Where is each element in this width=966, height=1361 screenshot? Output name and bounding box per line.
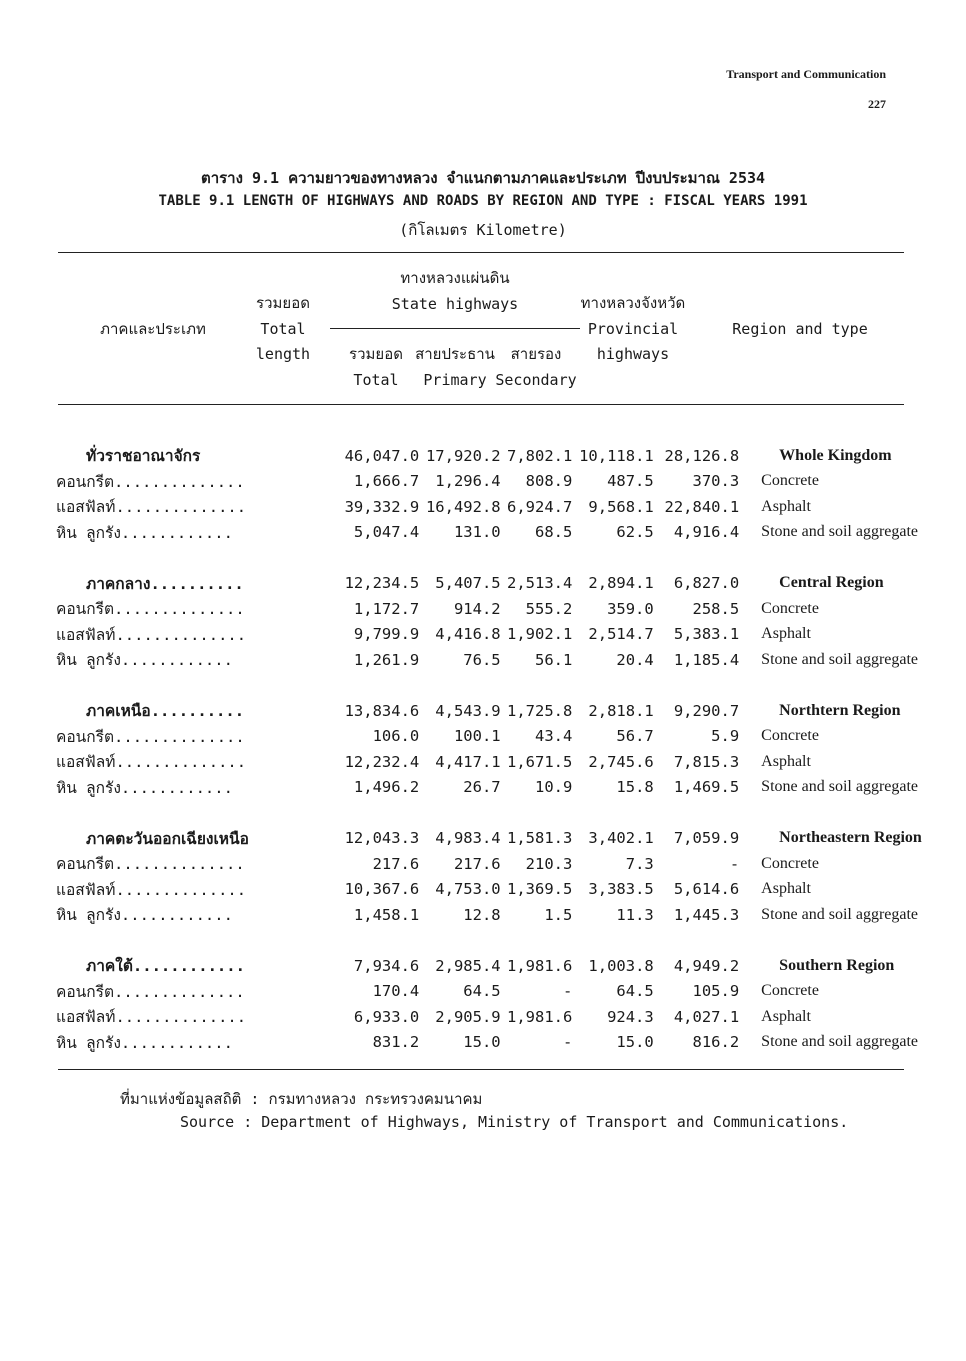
row-label-thai: ภาคตะวันออกเฉียงเหนือ [86, 829, 249, 848]
value-cell: 1,981.6 [507, 1007, 573, 1026]
row-label-english: Central Region [779, 574, 884, 592]
page-number: 227 [868, 97, 886, 111]
value-cell: 1,671.5 [507, 752, 573, 771]
value-cell: 1,296.4 [435, 472, 501, 491]
table-row [56, 622, 966, 648]
total-thai-label: รวมยอด [256, 294, 310, 312]
value-cell: 56.7 [616, 727, 654, 746]
table-row [56, 749, 966, 775]
region-total-row [56, 826, 966, 852]
state-total-thai-label: รวมยอด [349, 345, 403, 363]
row-label-thai: คอนกรีต.............. [56, 982, 245, 1001]
value-cell: 1,185.4 [673, 650, 740, 669]
secondary-en-label: Secondary [495, 370, 577, 389]
row-label-english: Concrete [761, 472, 819, 490]
value-cell: 258.5 [692, 599, 740, 618]
value-cell: 808.9 [525, 472, 573, 491]
value-cell: 4,417.1 [435, 752, 501, 771]
value-cell: - [563, 1033, 573, 1052]
table-row [56, 520, 966, 546]
value-cell: 9,799.9 [353, 625, 420, 644]
row-label-thai: หิน ลูกรัง............ [56, 523, 233, 542]
row-label-english: Stone and soil aggregate [761, 778, 919, 796]
value-cell: 3,402.1 [588, 829, 654, 848]
value-cell: 4,916.4 [673, 523, 740, 542]
row-label-english: Asphalt [761, 880, 811, 898]
value-cell: 7,059.9 [673, 829, 740, 848]
column-head-primary [414, 342, 496, 393]
value-cell: 26.7 [463, 778, 501, 797]
value-cell: 816.2 [692, 1033, 740, 1052]
table-row [56, 851, 966, 877]
value-cell: 210.3 [525, 854, 573, 873]
value-cell: 5,407.5 [435, 574, 501, 593]
total-en-label: Total [260, 319, 306, 338]
value-cell: 487.5 [607, 472, 654, 491]
value-cell: 1,666.7 [353, 472, 420, 491]
column-head-secondary [494, 342, 578, 393]
row-label-thai: แอสฟัลท์.............. [56, 1008, 247, 1027]
value-cell: 5,047.4 [353, 523, 420, 542]
value-cell: 15.8 [616, 778, 654, 797]
row-label-thai: คอนกรีต.............. [56, 727, 245, 746]
value-cell: 1,003.8 [588, 956, 654, 975]
column-head-state-total [340, 342, 412, 393]
highway-length-table [56, 443, 966, 1055]
value-cell: 2,513.4 [507, 574, 573, 593]
table-row [56, 902, 966, 928]
value-cell: 1,725.8 [507, 701, 573, 720]
value-cell: 22,840.1 [664, 497, 740, 516]
primary-en-label: Primary [423, 370, 487, 389]
row-label-thai: แอสฟัลท์.............. [56, 753, 247, 772]
region-total-row [56, 698, 966, 724]
row-label-thai: หิน ลูกรัง............ [56, 778, 233, 797]
value-cell: 64.5 [616, 982, 654, 1001]
value-cell: 1,581.3 [507, 829, 573, 848]
value-cell: 359.0 [607, 599, 654, 618]
column-head-region-en: Region and type [732, 320, 868, 338]
value-cell: 12,234.5 [344, 574, 420, 593]
row-label-thai: คอนกรีต.............. [56, 855, 245, 874]
row-label-english: Concrete [761, 599, 819, 617]
value-cell: 7,802.1 [507, 446, 573, 465]
value-cell: 6,933.0 [353, 1007, 420, 1026]
value-cell: 20.4 [616, 650, 654, 669]
row-label-thai: ภาคใต้............ [86, 957, 245, 976]
value-cell: 1,458.1 [353, 905, 420, 924]
row-label-thai: แอสฟัลท์.............. [56, 625, 247, 644]
row-label-english: Stone and soil aggregate [761, 905, 919, 923]
group-spacer [56, 673, 966, 699]
value-cell: 1,496.2 [353, 778, 420, 797]
value-cell: 56.1 [535, 650, 573, 669]
table-row [56, 596, 966, 622]
value-cell: 4,983.4 [435, 829, 501, 848]
value-cell: 2,818.1 [588, 701, 654, 720]
row-label-english: Asphalt [761, 1007, 811, 1025]
value-cell: 2,514.7 [588, 625, 654, 644]
value-cell: 131.0 [453, 523, 501, 542]
value-cell: 1,902.1 [507, 625, 573, 644]
value-cell: 7.3 [625, 854, 654, 873]
row-label-thai: คอนกรีต.............. [56, 600, 245, 619]
running-header: Transport and Communication [726, 67, 886, 81]
value-cell: 170.4 [372, 982, 420, 1001]
table-row [56, 469, 966, 495]
table-row [56, 494, 966, 520]
value-cell: 1,469.5 [673, 778, 740, 797]
group-spacer [56, 800, 966, 826]
header-top-rule [58, 252, 904, 253]
row-label-english: Concrete [761, 854, 819, 872]
value-cell: 15.0 [463, 1033, 501, 1052]
value-cell: 2,894.1 [588, 574, 654, 593]
row-label-english: Northtern Region [779, 701, 901, 719]
provincial-en-label: Provincial [587, 319, 679, 338]
value-cell: 2,905.9 [435, 1007, 501, 1026]
table-title-english: TABLE 9.1 LENGTH OF HIGHWAYS AND ROADS BY REGION AND TYPE : FISCAL YEARS 1991 [158, 193, 808, 209]
state-thai-label: ทางหลวงแผ่นดิน [400, 269, 510, 287]
value-cell: 39,332.9 [344, 497, 420, 516]
row-label-thai: ทั่วราชอาณาจักร [86, 447, 201, 466]
row-label-english: Concrete [761, 727, 819, 745]
row-label-thai: หิน ลูกรัง............ [56, 651, 233, 670]
value-cell: 2,745.6 [588, 752, 654, 771]
state-en-label: State highways [391, 294, 519, 313]
value-cell: 4,949.2 [673, 956, 740, 975]
value-cell: - [563, 982, 573, 1001]
row-label-thai: หิน ลูกรัง............ [56, 906, 233, 925]
value-cell: 46,047.0 [344, 446, 420, 465]
unit-label: (กิโลเมตร Kilometre) [399, 221, 567, 239]
table-bottom-rule [58, 1069, 904, 1070]
row-label-english: Asphalt [761, 497, 811, 515]
column-head-provincial [578, 291, 688, 368]
value-cell: 831.2 [372, 1033, 420, 1052]
provincial-thai-label: ทางหลวงจังหวัด [580, 294, 686, 312]
row-label-english: Asphalt [761, 752, 811, 770]
table-row [56, 979, 966, 1005]
value-cell: 13,834.6 [344, 701, 420, 720]
value-cell: 6,827.0 [673, 574, 740, 593]
value-cell: 3,383.5 [588, 880, 654, 899]
value-cell: 2,985.4 [435, 956, 501, 975]
column-head-region-thai: ภาคและประเภท [100, 320, 206, 338]
secondary-thai-label: สายรอง [510, 345, 562, 363]
column-head-total-length [244, 291, 322, 368]
row-label-english: Southern Region [779, 956, 895, 974]
value-cell: 7,815.3 [673, 752, 740, 771]
value-cell: 76.5 [463, 650, 501, 669]
value-cell: 5,383.1 [673, 625, 740, 644]
value-cell: 217.6 [372, 854, 420, 873]
value-cell: 914.2 [453, 599, 501, 618]
table-row [56, 1030, 966, 1056]
value-cell: 1.5 [544, 905, 573, 924]
value-cell: 62.5 [616, 523, 654, 542]
row-label-thai: ภาคกลาง.......... [86, 574, 244, 593]
value-cell: 10.9 [535, 778, 573, 797]
value-cell: 106.0 [372, 727, 420, 746]
value-cell: 68.5 [535, 523, 573, 542]
row-label-english: Concrete [761, 982, 819, 1000]
value-cell: 4,416.8 [435, 625, 501, 644]
value-cell: 555.2 [525, 599, 573, 618]
row-label-english: Stone and soil aggregate [761, 523, 919, 541]
value-cell: 12,043.3 [344, 829, 420, 848]
source-note-english: Source : Department of Highways, Ministry of Transport and Communications. [180, 1113, 849, 1131]
header-bottom-rule [58, 404, 904, 405]
source-note-thai: ที่มาแห่งข้อมูลสถิติ : กรมทางหลวง กระทรวงคมนาคม [120, 1090, 483, 1108]
value-cell: 1,261.9 [353, 650, 420, 669]
table-title-thai: ตาราง 9.1 ความยาวของทางหลวง จำแนกตามภาคและประเภท ปีงบประมาณ 2534 [200, 169, 766, 187]
value-cell: 6,924.7 [507, 497, 573, 516]
row-label-english: Northeastern Region [779, 829, 922, 847]
length-en-label: length [255, 345, 311, 363]
value-cell: 9,290.7 [673, 701, 740, 720]
row-label-english: Whole Kingdom [779, 446, 892, 464]
row-label-thai: แอสฟัลท์.............. [56, 880, 247, 899]
row-label-thai: ภาคเหนือ.......... [86, 702, 245, 721]
table-row [56, 877, 966, 903]
region-total-row [56, 571, 966, 597]
value-cell: - [729, 854, 740, 873]
primary-thai-label: สายประธาน [415, 345, 495, 363]
value-cell: 16,492.8 [425, 497, 501, 516]
value-cell: 17,920.2 [425, 446, 501, 465]
value-cell: 11.3 [616, 905, 654, 924]
value-cell: 1,172.7 [353, 599, 420, 618]
value-cell: 12.8 [463, 905, 501, 924]
state-highways-spanning-rule [330, 328, 580, 329]
value-cell: 10,118.1 [579, 446, 654, 465]
table-row [56, 1004, 966, 1030]
table-row [56, 775, 966, 801]
value-cell: 5.9 [711, 727, 740, 746]
value-cell: 10,367.6 [344, 880, 420, 899]
value-cell: 105.9 [692, 982, 740, 1001]
value-cell: 1,981.6 [507, 956, 573, 975]
row-label-thai: หิน ลูกรัง............ [56, 1033, 233, 1052]
group-spacer [56, 545, 966, 571]
value-cell: 4,753.0 [435, 880, 501, 899]
row-label-thai: คอนกรีต.............. [56, 472, 245, 491]
value-cell: 15.0 [616, 1033, 654, 1052]
value-cell: 7,934.6 [353, 956, 420, 975]
value-cell: 370.3 [692, 472, 740, 491]
column-head-state-highways [336, 266, 574, 317]
table-row [56, 724, 966, 750]
value-cell: 9,568.1 [588, 497, 654, 516]
value-cell: 217.6 [453, 854, 501, 873]
row-label-thai: แอสฟัลท์.............. [56, 498, 247, 517]
value-cell: 1,369.5 [507, 880, 573, 899]
value-cell: 43.4 [535, 727, 573, 746]
value-cell: 12,232.4 [344, 752, 420, 771]
value-cell: 5,614.6 [673, 880, 740, 899]
region-total-row [56, 443, 966, 469]
row-label-english: Stone and soil aggregate [761, 1033, 919, 1051]
row-label-english: Asphalt [761, 625, 811, 643]
highways-en-label: highways [596, 345, 670, 363]
group-spacer [56, 928, 966, 954]
value-cell: 64.5 [463, 982, 501, 1001]
value-cell: 4,543.9 [435, 701, 501, 720]
table-row [56, 647, 966, 673]
value-cell: 1,445.3 [673, 905, 740, 924]
value-cell: 924.3 [607, 1007, 654, 1026]
value-cell: 4,027.1 [673, 1007, 740, 1026]
region-total-row [56, 953, 966, 979]
value-cell: 100.1 [453, 727, 501, 746]
state-total-en-label: Total [353, 370, 399, 389]
row-label-english: Stone and soil aggregate [761, 650, 919, 668]
value-cell: 28,126.8 [664, 446, 740, 465]
